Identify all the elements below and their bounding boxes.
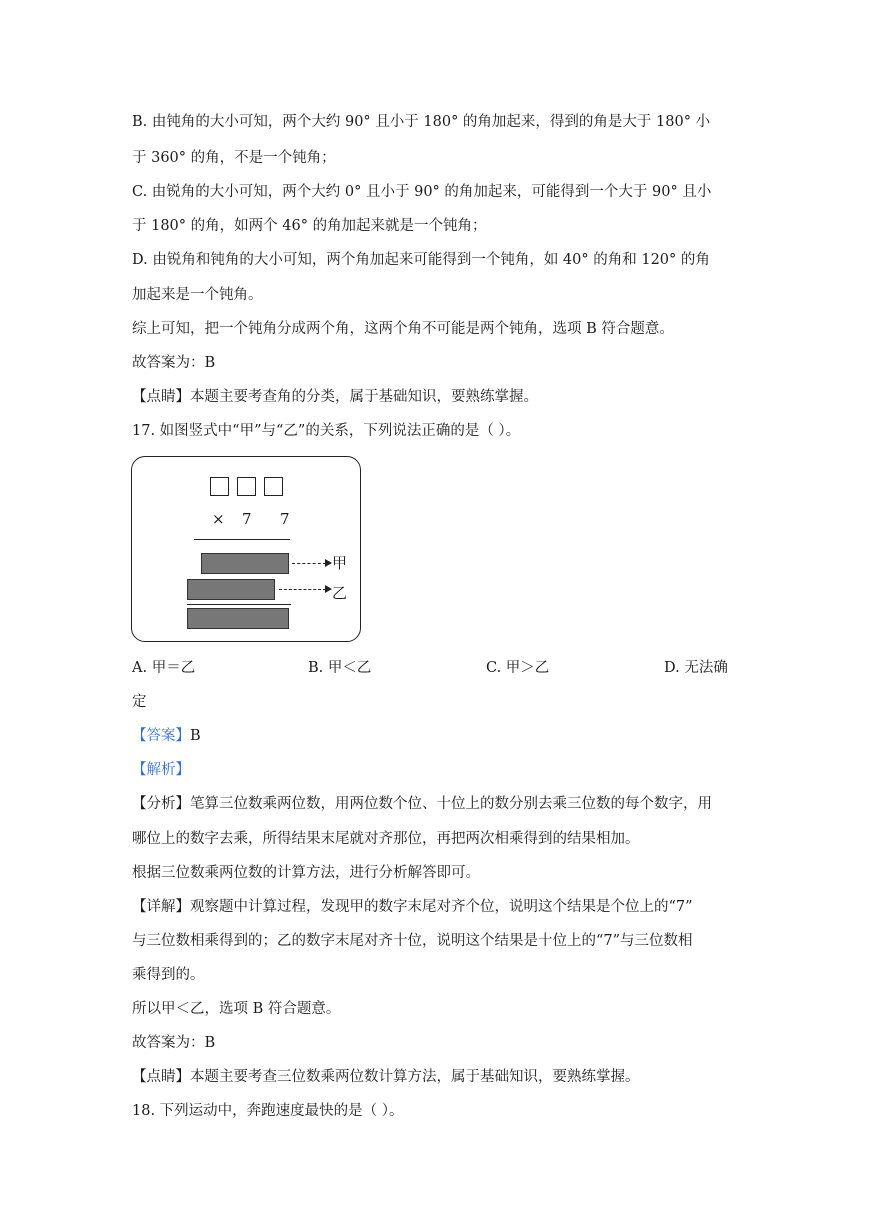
text-line: 于 180° 的角，如两个 46° 的角加起来就是一个钝角； (132, 218, 487, 234)
option-a: A. 甲＝乙 (132, 660, 196, 676)
digit-box (237, 477, 256, 496)
question-18: 18. 下列运动中，奔跑速度最快的是（ ）。 (132, 1103, 404, 1119)
multiplication-figure (131, 456, 361, 642)
text-line: 【详解】观察题中计算过程，发现甲的数字末尾对齐个位，说明这个结果是个位上的“7” (132, 899, 693, 915)
text-line: D. 由锐角和钝角的大小可知，两个角加起来可能得到一个钝角，如 40° 的角和 120° 的角 (132, 252, 710, 268)
digit-box (210, 477, 229, 496)
text-line: 加起来是一个钝角。 (132, 287, 263, 303)
label-yi: 乙 (332, 584, 348, 602)
option-c: C. 甲＞乙 (486, 660, 550, 676)
text-line: 【点睛】本题主要考查角的分类，属于基础知识，要熟练掌握。 (132, 389, 538, 405)
arrowhead-icon (325, 585, 332, 593)
partial-product-jia (201, 553, 289, 574)
text-line: 综上可知，把一个钝角分成两个角，这两个角不可能是两个钝角，选项 B 符合题意。 (132, 321, 674, 337)
text-line: 乘得到的。 (132, 967, 205, 983)
text-line: 【点睛】本题主要考查三位数乘两位数计算方法，属于基础知识，要熟练掌握。 (132, 1069, 640, 1085)
text-line: 所以甲＜乙，选项 B 符合题意。 (132, 1001, 341, 1017)
text-line: 于 360° 的角，不是一个钝角； (132, 150, 336, 166)
answer-tag: 【答案】 (132, 728, 190, 744)
text-line: 故答案为：B (132, 1035, 216, 1051)
option-d-continued: 定 (132, 694, 147, 710)
text-line: 根据三位数乘两位数的计算方法，进行分析解答即可。 (132, 865, 480, 881)
option-b: B. 甲＜乙 (308, 660, 372, 676)
text-line: 哪位上的数字去乘，所得结果末尾就对齐那位，再把两次相乘得到的结果相加。 (132, 831, 640, 847)
partial-product-yi (187, 579, 275, 600)
times-sign: × (212, 510, 225, 528)
digit-box (264, 477, 283, 496)
final-product (187, 608, 289, 629)
arrow-jia (292, 563, 326, 564)
answer-value: B (190, 728, 201, 744)
arrow-yi (279, 589, 326, 590)
label-jia: 甲 (332, 554, 348, 572)
text-line: 与三位数相乘得到的；乙的数字末尾对齐十位，说明这个结果是十位上的“7”与三位数相 (132, 933, 693, 949)
divider-line (194, 539, 290, 540)
multiplier-digit: 7 (280, 510, 290, 528)
multiplier-digit: 7 (242, 510, 252, 528)
text-line: 【分析】笔算三位数乘两位数，用两位数个位、十位上的数分别去乘三位数的每个数字，用 (132, 796, 712, 812)
arrowhead-icon (325, 559, 332, 567)
text-line: C. 由锐角的大小可知，两个大约 0° 且小于 90° 的角加起来，可能得到一个大于 90° 且小 (132, 184, 712, 200)
sum-line (187, 604, 291, 605)
text-line: B. 由钝角的大小可知，两个大约 90° 且小于 180° 的角加起来，得到的角是大于 180° 小 (132, 114, 711, 130)
option-d: D. 无法确 (664, 660, 728, 676)
analysis-tag: 【解析】 (132, 762, 190, 778)
question-17: 17. 如图竖式中“甲”与“乙”的关系，下列说法正确的是（ ）。 (132, 423, 521, 439)
answer-line (132, 726, 201, 746)
text-line: 故答案为：B (132, 355, 216, 371)
